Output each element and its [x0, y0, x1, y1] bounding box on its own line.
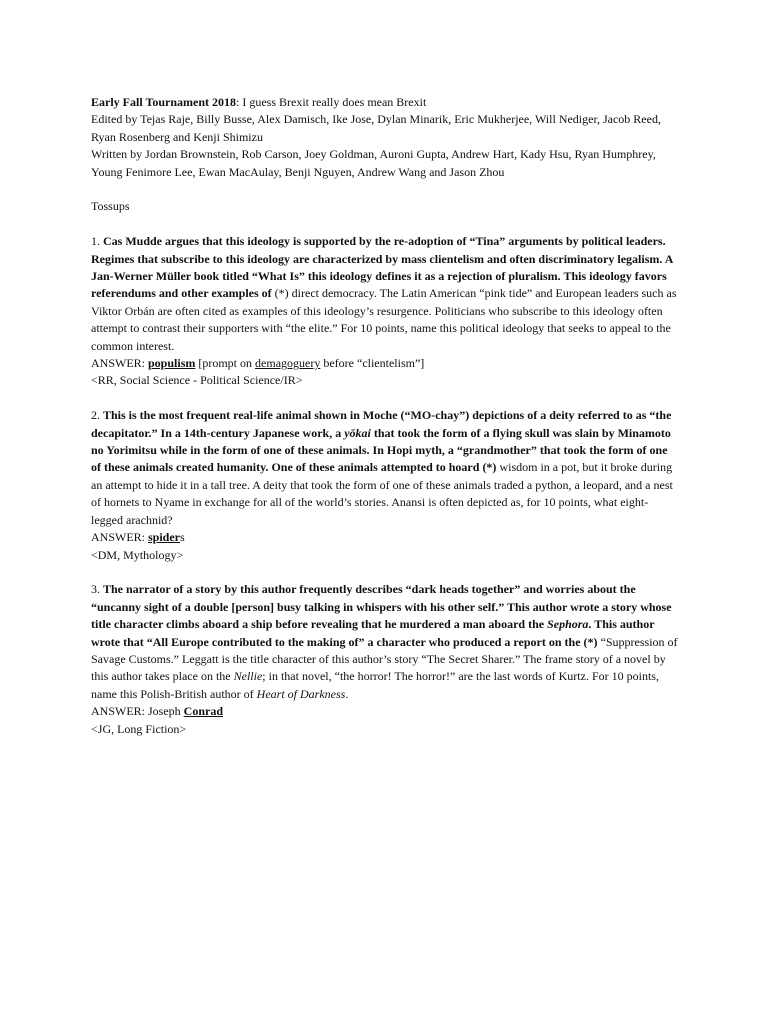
answer-label: ANSWER:: [91, 530, 148, 545]
tossup-2-power-mark: (*): [479, 460, 500, 475]
tossup-3-power-mark: (*): [580, 634, 601, 649]
tossup-2-rest: wisdom in a pot, but it broke during an attempt to hide it in a tall tree. A deity that took the form of one of these animals traded a python, a leopard, and a nest of hornets to Nyame in exchange for all of the world’s stories. Anansi is often depicted as, for 10 points, what eight-legged arachnid?: [91, 460, 673, 527]
tossup-3-number: 3.: [91, 582, 103, 597]
tossup-1-answer-main: populism: [148, 356, 196, 371]
tossup-3-power-2: . This author wrote that “All Europe contributed to the making of” a character who produced a report on the: [91, 617, 655, 649]
tossup-1-answer: [91, 355, 679, 372]
tossup-3-tag: <JG, Long Fiction>: [91, 721, 187, 736]
tossup-3-rest-1: “Suppression of Savage Customs.” Leggatt is the title character of this author’s story “The Secret Sharer.” The frame story of a novel by this author takes place on the: [91, 634, 678, 684]
tossup-2-power-italic: yōkai: [344, 425, 371, 440]
answer-label: ANSWER:: [91, 356, 148, 371]
packet-page: [91, 94, 679, 738]
tossup-3-rest-3: .: [345, 686, 349, 701]
tossup-1-rest: direct democracy. The Latin American “pink tide” and European leaders such as Viktor Orbán are often cited as examples of this ideology’s resurgence. Politicians who subscribe to this ideology often attempt to contrast their supporters with “the elite.” For 10 points, name this political ideology that seeks to appeal to the common interest.: [91, 286, 677, 353]
tossup-3-question: [91, 581, 679, 703]
tournament-subtitle: : I guess Brexit really does mean Brexit: [236, 95, 427, 109]
tossup-3-answer-main: Conrad: [183, 704, 224, 719]
tossup-1-power: Cas Mudde argues that this ideology is supported by the re-adoption of “Tina” arguments by political leaders. Regimes that subscribe to this ideology are characterized by mass clientelism and often discriminatory legalism. A Jan-Werner Müller book titled “What Is” this ideology defines it as a rejection of pluralism. This ideology favors referendums and other examples of: [91, 234, 673, 301]
answer-prompt-pre: [prompt on: [195, 356, 256, 371]
written-by-line: Written by Jordan Brownstein, Rob Carson, Joey Goldman, Auroni Gupta, Andrew Hart, Kady Hsu, Ryan Humphrey, Young Fenimore Lee, Ewan MacAulay, Benji Nguyen, Andrew Wang and Jason Zhou: [91, 147, 656, 179]
tossup-3-power-italic: Sephora: [547, 617, 589, 632]
tossup-2-tag: <DM, Mythology>: [91, 547, 184, 562]
tournament-title-line: [91, 94, 679, 111]
tossup-2-power-1: This is the most frequent real-life animal shown in Moche (“MO-chay”) depictions of a deity referred to as “the decapitator.” In a 14th-century Japanese work, a: [91, 408, 672, 440]
tossup-2-number: 2.: [91, 408, 103, 423]
tossup-3-rest-italic-2: Heart of Darkness: [256, 686, 346, 701]
tossup-3-rest-italic-1: Nellie: [233, 669, 263, 684]
tossup-2-question: [91, 407, 679, 529]
tossup-3-rest-2: ; in that novel, “the horror! The horror!” are the last words of Kurtz. For 10 points, name this Polish-British author of: [91, 669, 659, 701]
tossup-1-prompt-term: demagoguery: [255, 356, 321, 371]
tossup-3-power-1: The narrator of a story by this author frequently describes “dark heads together” and worries about the “uncanny sight of a double [person] busy talking in whispers with his other self.” This author wrote a story whose title character climbs aboard a ship before revealing that he murdered a man aboard the: [91, 582, 672, 632]
edited-by-line: Edited by Tejas Raje, Billy Busse, Alex Damisch, Ike Jose, Dylan Minarik, Eric Mukherjee, Will Nediger, Jacob Reed, Ryan Rosenberg and Kenji Shimizu: [91, 112, 661, 144]
answer-label: ANSWER:: [91, 704, 148, 719]
tossup-2-answer-main: spider: [148, 530, 181, 545]
tossup-3-answer-first: Joseph: [148, 704, 184, 719]
tossup-1-number: 1.: [91, 234, 103, 249]
tournament-name: Early Fall Tournament 2018: [91, 95, 237, 109]
section-title: Tossups: [91, 199, 130, 214]
answer-prompt-post: before “clientelism”]: [320, 356, 425, 371]
tossup-1-question: [91, 233, 679, 355]
tossup-2-power-2: that took the form of a flying skull was slain by Minamoto no Yorimitsu while in the form of one of these animals. In Hopi myth, a “grandmother” that took the form of one of these animals created humanity. One of these animals attempted to hoard: [91, 425, 671, 475]
tossup-2-answer: [91, 529, 679, 546]
tossup-1-tag: <RR, Social Science - Political Science/IR>: [91, 373, 303, 388]
tossup-3-answer: [91, 703, 679, 720]
tossup-1-power-mark: (*): [271, 286, 292, 301]
tossup-2-answer-suffix: s: [180, 530, 185, 545]
